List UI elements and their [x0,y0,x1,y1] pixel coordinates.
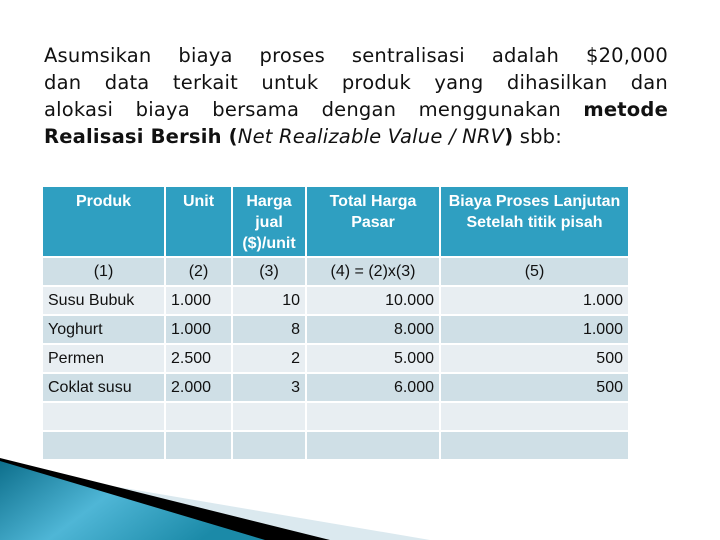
table-row [43,316,628,343]
empty-cell [166,403,231,430]
nrv-table [41,185,630,461]
cell-harga: 10 [233,287,305,314]
table-row [43,287,628,314]
cell-produk: Yoghurt [43,316,164,343]
cell-total: 5.000 [307,345,439,372]
intro-bold: ) [504,125,514,148]
empty-cell [307,403,439,430]
intro-line [44,123,668,150]
col-number: (4) = (2)x(3) [307,258,439,285]
intro-text-part: alokasi biaya bersama dengan menggunakan [44,98,561,121]
intro-bold: Realisasi Bersih ( [44,125,238,148]
cell-harga: 8 [233,316,305,343]
cell-total: 8.000 [307,316,439,343]
cell-biaya: 1.000 [441,287,628,314]
intro-line: dan data terkait untuk produk yang dihasilkan dan [44,71,668,94]
cell-produk: Permen [43,345,164,372]
header-unit: Unit [166,187,231,256]
col-number: (2) [166,258,231,285]
header-biaya-proses: Biaya Proses Lanjutan Setelah titik pisah [441,187,628,256]
cell-unit: 1.000 [166,287,231,314]
cell-unit: 2.000 [166,374,231,401]
cell-biaya: 1.000 [441,316,628,343]
empty-cell [441,403,628,430]
table-header-row [43,187,628,256]
intro-text-part: sbb: [513,125,563,148]
empty-cell [233,403,305,430]
cell-total: 6.000 [307,374,439,401]
column-number-row [43,258,628,285]
cell-unit: 1.000 [166,316,231,343]
cell-produk: Coklat susu [43,374,164,401]
col-number: (3) [233,258,305,285]
intro-line: Asumsikan biaya proses sentralisasi adalah $20,000 [44,44,668,67]
header-harga-jual: Harga jual ($)/unit [233,187,305,256]
col-number: (1) [43,258,164,285]
header-total-harga-pasar: Total Harga Pasar [307,187,439,256]
cell-biaya: 500 [441,345,628,372]
cell-harga: 3 [233,374,305,401]
cell-harga: 2 [233,345,305,372]
empty-row [43,403,628,430]
table-row [43,345,628,372]
cell-produk: Susu Bubuk [43,287,164,314]
cell-total: 10.000 [307,287,439,314]
intro-line [44,96,668,123]
cell-biaya: 500 [441,374,628,401]
intro-text [44,42,668,150]
cell-unit: 2.500 [166,345,231,372]
table-row [43,374,628,401]
intro-italic: Net Realizable Value / NRV [237,125,505,148]
slide-corner-decoration [0,455,720,540]
header-produk: Produk [43,187,164,256]
col-number: (5) [441,258,628,285]
intro-bold: metode [583,98,668,121]
empty-cell [43,403,164,430]
